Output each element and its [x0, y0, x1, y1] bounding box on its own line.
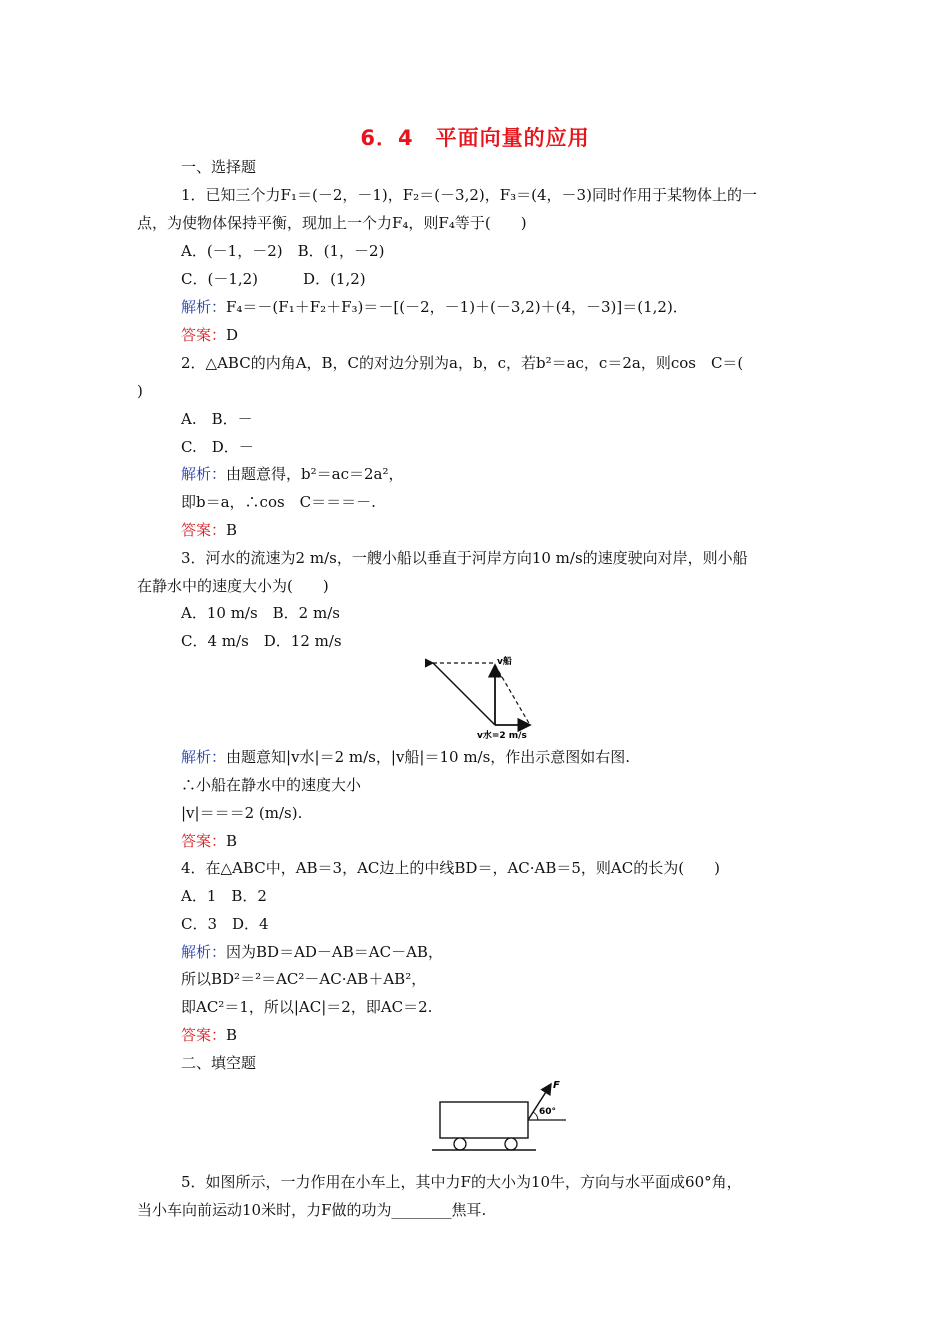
page-title: 6．4 平面向量的应用 — [360, 126, 590, 150]
cart-body — [440, 1102, 528, 1138]
analysis-label: 解析： — [181, 943, 227, 961]
q1-analysis-text: F₄＝－(F₁＋F₂＋F₃)＝－[(－2，－1)＋(－3,2)＋(4，－3)]＝(1,2)． — [226, 298, 688, 316]
q3-analysis-line3: |v|＝＝＝2 (m/s). — [181, 804, 303, 822]
q2-answer — [181, 520, 237, 540]
q4-analysis-line2: 所以BD²＝²＝AC²－AC·AB＋AB²， — [181, 970, 427, 988]
q1-stem-line1: 1．已知三个力F₁＝(－2，－1)，F₂＝(－3,2)，F₃＝(4，－3)同时作用于某物体上的一 — [181, 186, 757, 204]
q4-answer — [181, 1025, 237, 1045]
q3-stem-line2: 在静水中的速度大小为( ) — [137, 577, 329, 595]
q4-analysis-line3: 即AC²＝1，所以|AC|＝2，即AC＝2. — [181, 998, 433, 1016]
water-velocity-label: v水=2 m/s — [477, 731, 527, 741]
q4-options-ab: A．1 B．2 — [181, 887, 267, 905]
analysis-label: 解析： — [181, 748, 227, 766]
q1-analysis — [181, 297, 688, 317]
q3-answer-value: B — [226, 832, 238, 850]
q5-stem-line1: 5．如图所示，一力作用在小车上，其中力F的大小为10牛，方向与水平面成60°角， — [181, 1173, 742, 1191]
q2-stem-line1: 2．△ABC的内角A，B，C的对边分别为a，b，c，若b²＝ac，c＝2a，则cos C＝( — [181, 354, 744, 372]
q2-stem-line2: ) — [137, 382, 143, 400]
q3-stem-line1: 3．河水的流速为2 m/s，一艘小船以垂直于河岸方向10 m/s的速度驶向对岸，则小船 — [181, 549, 748, 567]
answer-label: 答案： — [181, 1026, 227, 1044]
q4-answer-value: B — [226, 1026, 238, 1044]
q1-answer-value: D — [226, 326, 239, 344]
resultant-dashed-line — [495, 665, 530, 725]
q2-options-ab: A. B．－ — [181, 410, 253, 428]
q4-options-cd: C．3 D．4 — [181, 915, 269, 933]
q3-options-ab: A．10 m/s B．2 m/s — [181, 604, 340, 622]
q2-analysis — [181, 464, 403, 484]
cart-wheel-right — [505, 1138, 517, 1150]
q1-stem-line2: 点，为使物体保持平衡，现加上一个力F₄，则F₄等于( ) — [137, 214, 527, 232]
cart-wheel-left — [454, 1138, 466, 1150]
answer-label: 答案： — [181, 326, 227, 344]
q2-answer-value: B — [226, 521, 238, 539]
q1-options-cd: C．(－1,2) D．(1,2) — [181, 270, 366, 288]
angle-arc — [533, 1112, 538, 1120]
q4-analysis — [181, 942, 443, 962]
force-label: F — [553, 1080, 560, 1091]
angle-label: 60° — [539, 1107, 557, 1117]
q4-analysis-text: 因为BD＝AD－AB＝AC－AB， — [226, 943, 443, 961]
slanted-line — [433, 663, 495, 725]
analysis-label: 解析： — [181, 298, 227, 316]
cart-diagram — [428, 1078, 573, 1153]
answer-label: 答案： — [181, 521, 227, 539]
q1-answer — [181, 325, 238, 345]
q3-analysis-line2: ∴小船在静水中的速度大小 — [181, 776, 362, 794]
q1-options-ab: A．(－1，－2) B．(1，－2) — [181, 242, 385, 260]
section-heading: 一、选择题 — [181, 158, 257, 176]
q2-analysis-text: 由题意得，b²＝ac＝2a²， — [226, 465, 404, 483]
q4-stem-line1: 4．在△ABC中，AB＝3，AC边上的中线BD＝，AC·AB＝5，则AC的长为( ) — [181, 859, 720, 877]
analysis-label: 解析： — [181, 465, 227, 483]
velocity-diagram — [425, 655, 545, 745]
q3-analysis — [181, 747, 630, 767]
section-heading-fill: 二、填空题 — [181, 1054, 257, 1072]
q2-options-cd: C. D．－ — [181, 438, 254, 456]
boat-velocity-label: v船 — [497, 657, 512, 667]
q5-stem-line2: 当小车向前运动10米时，力F做的功为________焦耳. — [137, 1201, 487, 1219]
q3-answer — [181, 831, 237, 851]
q3-analysis-text: 由题意知|v水|＝2 m/s，|v船|＝10 m/s，作出示意图如右图. — [226, 748, 631, 766]
q3-options-cd: C．4 m/s D．12 m/s — [181, 632, 342, 650]
answer-label: 答案： — [181, 832, 227, 850]
q2-analysis-line2: 即b＝a，∴cos C＝＝＝－. — [181, 493, 376, 511]
